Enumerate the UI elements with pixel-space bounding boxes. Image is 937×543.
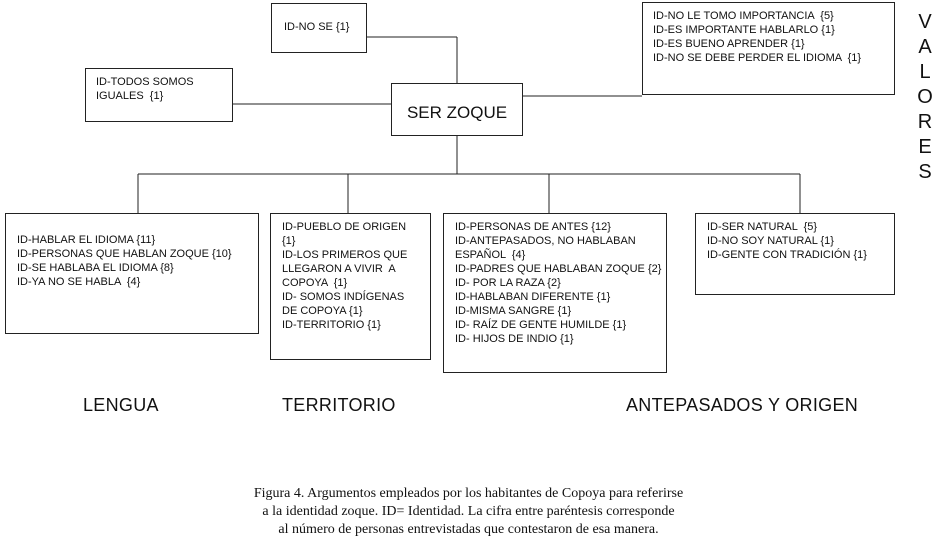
box-line: ID-NO SE DEBE PERDER EL IDIOMA {1}: [653, 52, 862, 64]
box-line: ID-ANTEPASADOS, NO HABLABAN: [455, 235, 636, 247]
box-line: ID-GENTE CON TRADICIÓN {1}: [707, 249, 867, 261]
box-line: LLEGARON A VIVIR A: [282, 263, 396, 275]
box-line: ID-LOS PRIMEROS QUE: [282, 249, 408, 261]
box-line: ID-MISMA SANGRE {1}: [455, 305, 572, 317]
valores-letter: A: [918, 36, 932, 58]
box-line: DE COPOYA {1}: [282, 305, 363, 317]
box-line: ID-YA NO SE HABLA {4}: [17, 276, 141, 288]
box-no-se: [271, 3, 367, 53]
caption-line: al número de personas entrevistadas que contestaron de esa manera.: [278, 522, 659, 537]
box-line: ID-HABLAR EL IDIOMA {11}: [17, 234, 156, 246]
box-territorio: [270, 213, 431, 360]
figure-caption: [150, 485, 787, 539]
box-line: ID-SER NATURAL {5}: [707, 221, 818, 233]
category-territorio: TERRITORIO: [282, 395, 396, 415]
box-line: {1}: [282, 235, 296, 247]
valores-vertical-label: [913, 10, 937, 185]
box-line: ID-HABLABAN DIFERENTE {1}: [455, 291, 611, 303]
box-origen: [695, 213, 895, 295]
box-lengua: [5, 213, 259, 334]
box-todos-iguales: [85, 68, 233, 122]
box-line: ID-NO SOY NATURAL {1}: [707, 235, 834, 247]
box-valores: [642, 2, 895, 95]
center-label: SER ZOQUE: [406, 103, 508, 122]
box-line: ID- SOMOS INDÍGENAS: [282, 291, 405, 303]
box-line: ID-PADRES QUE HABLABAN ZOQUE {2}: [455, 263, 662, 275]
box-line: ID-PERSONAS DE ANTES {12}: [455, 221, 611, 233]
box-line: ID-ES BUENO APRENDER {1}: [653, 38, 805, 50]
box-line: ID- HIJOS DE INDIO {1}: [455, 333, 574, 345]
box-line: COPOYA {1}: [282, 277, 348, 289]
box-line: ID- POR LA RAZA {2}: [455, 277, 561, 289]
box-line: ESPAÑOL {4}: [455, 249, 526, 261]
box-line: ID-ES IMPORTANTE HABLARLO {1}: [653, 24, 835, 36]
category-antepasados-origen: ANTEPASADOS Y ORIGEN: [626, 395, 859, 415]
box-line: ID-PERSONAS QUE HABLAN ZOQUE {10}: [17, 248, 232, 260]
caption-line: a la identidad zoque. ID= Identidad. La cifra entre paréntesis corresponde: [262, 504, 675, 519]
box-antepasados: [443, 213, 667, 373]
caption-line: Figura 4. Argumentos empleados por los habitantes de Copoya para referirse: [253, 486, 684, 501]
box-line: ID- RAÍZ DE GENTE HUMILDE {1}: [455, 319, 627, 331]
box-line: ID-PUEBLO DE ORIGEN: [282, 221, 407, 233]
valores-letter: E: [918, 136, 932, 158]
box-line: IGUALES {1}: [96, 90, 164, 102]
category-lengua: LENGUA: [83, 395, 159, 415]
box-line: ID-NO SE {1}: [284, 21, 350, 33]
box-line: ID-TERRITORIO {1}: [282, 319, 381, 331]
valores-letter: R: [917, 111, 933, 133]
valores-letter: S: [918, 161, 932, 183]
valores-letter: V: [918, 11, 932, 33]
box-line: ID-SE HABLABA EL IDIOMA {8}: [17, 262, 174, 274]
box-line: ID-NO LE TOMO IMPORTANCIA {5}: [653, 10, 834, 22]
valores-letter: L: [919, 61, 931, 83]
box-ser-zoque: [391, 83, 523, 136]
valores-letter: O: [917, 86, 933, 108]
box-line: ID-TODOS SOMOS: [96, 76, 194, 88]
